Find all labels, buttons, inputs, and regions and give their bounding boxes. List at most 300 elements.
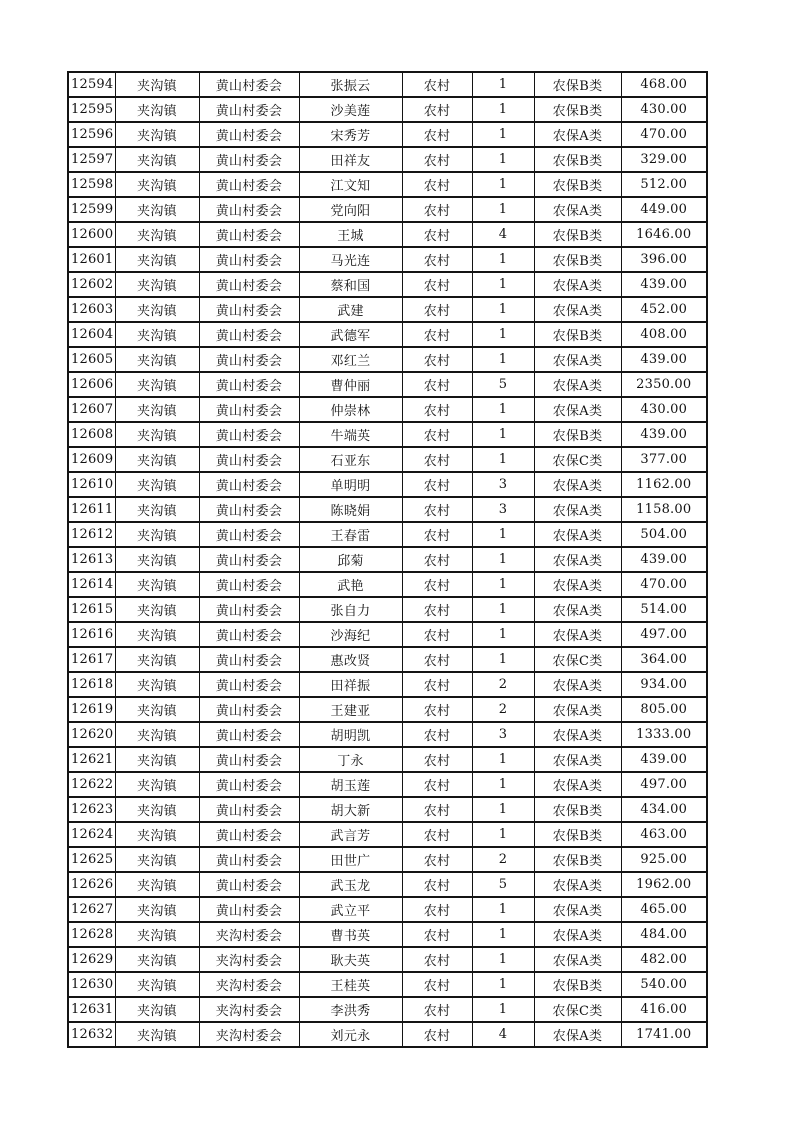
cell-person-count: 1 (472, 97, 534, 122)
cell-insurance-category: 农保A类 (534, 922, 621, 947)
cell-amount: 463.00 (621, 822, 707, 847)
cell-person-count: 1 (472, 772, 534, 797)
cell-person-name: 田祥振 (299, 672, 402, 697)
cell-amount: 934.00 (621, 672, 707, 697)
cell-village-committee: 黄山村委会 (199, 347, 299, 372)
cell-residence-type: 农村 (402, 897, 472, 922)
cell-town: 夹沟镇 (115, 572, 199, 597)
beneficiary-table (67, 71, 708, 1048)
cell-residence-type: 农村 (402, 197, 472, 222)
cell-person-count: 1 (472, 972, 534, 997)
cell-village-committee: 黄山村委会 (199, 472, 299, 497)
cell-insurance-category: 农保A类 (534, 397, 621, 422)
cell-person-name: 李洪秀 (299, 997, 402, 1022)
cell-residence-type: 农村 (402, 997, 472, 1022)
cell-village-committee: 黄山村委会 (199, 722, 299, 747)
cell-amount: 2350.00 (621, 372, 707, 397)
table-body (68, 72, 707, 1047)
cell-person-count: 1 (472, 897, 534, 922)
cell-town: 夹沟镇 (115, 522, 199, 547)
cell-residence-type: 农村 (402, 672, 472, 697)
cell-person-name: 仲崇林 (299, 397, 402, 422)
cell-person-count: 1 (472, 822, 534, 847)
cell-insurance-category: 农保A类 (534, 772, 621, 797)
cell-serial-number: 12610 (68, 472, 115, 497)
cell-town: 夹沟镇 (115, 222, 199, 247)
cell-town: 夹沟镇 (115, 772, 199, 797)
table-row (68, 97, 707, 122)
cell-amount: 452.00 (621, 297, 707, 322)
cell-serial-number: 12594 (68, 72, 115, 97)
cell-village-committee: 黄山村委会 (199, 97, 299, 122)
cell-village-committee: 黄山村委会 (199, 422, 299, 447)
cell-insurance-category: 农保A类 (534, 947, 621, 972)
cell-village-committee: 黄山村委会 (199, 597, 299, 622)
cell-person-name: 张自力 (299, 597, 402, 622)
table-row (68, 897, 707, 922)
cell-person-name: 胡明凯 (299, 722, 402, 747)
cell-person-name: 沙美莲 (299, 97, 402, 122)
cell-residence-type: 农村 (402, 822, 472, 847)
cell-village-committee: 黄山村委会 (199, 322, 299, 347)
cell-town: 夹沟镇 (115, 972, 199, 997)
cell-village-committee: 黄山村委会 (199, 197, 299, 222)
cell-amount: 396.00 (621, 247, 707, 272)
cell-insurance-category: 农保A类 (534, 747, 621, 772)
cell-town: 夹沟镇 (115, 797, 199, 822)
cell-person-name: 沙海纪 (299, 622, 402, 647)
table-row (68, 847, 707, 872)
table-row (68, 622, 707, 647)
cell-amount: 540.00 (621, 972, 707, 997)
cell-person-count: 1 (472, 397, 534, 422)
table-row (68, 222, 707, 247)
cell-person-count: 1 (472, 547, 534, 572)
table-row (68, 822, 707, 847)
cell-town: 夹沟镇 (115, 497, 199, 522)
cell-village-committee: 黄山村委会 (199, 247, 299, 272)
cell-person-name: 陈晓娟 (299, 497, 402, 522)
cell-village-committee: 黄山村委会 (199, 397, 299, 422)
cell-serial-number: 12595 (68, 97, 115, 122)
cell-town: 夹沟镇 (115, 122, 199, 147)
table-row (68, 472, 707, 497)
cell-person-count: 3 (472, 722, 534, 747)
cell-residence-type: 农村 (402, 647, 472, 672)
cell-serial-number: 12630 (68, 972, 115, 997)
cell-person-count: 1 (472, 147, 534, 172)
cell-serial-number: 12619 (68, 697, 115, 722)
cell-residence-type: 农村 (402, 422, 472, 447)
cell-amount: 416.00 (621, 997, 707, 1022)
cell-insurance-category: 农保B类 (534, 247, 621, 272)
cell-residence-type: 农村 (402, 297, 472, 322)
cell-serial-number: 12631 (68, 997, 115, 1022)
cell-residence-type: 农村 (402, 1022, 472, 1047)
cell-insurance-category: 农保B类 (534, 797, 621, 822)
cell-insurance-category: 农保A类 (534, 572, 621, 597)
cell-amount: 484.00 (621, 922, 707, 947)
cell-serial-number: 12605 (68, 347, 115, 372)
cell-insurance-category: 农保A类 (534, 272, 621, 297)
cell-person-count: 1 (472, 447, 534, 472)
cell-village-committee: 夹沟村委会 (199, 972, 299, 997)
cell-residence-type: 农村 (402, 722, 472, 747)
cell-person-count: 1 (472, 622, 534, 647)
cell-residence-type: 农村 (402, 97, 472, 122)
cell-town: 夹沟镇 (115, 722, 199, 747)
cell-serial-number: 12625 (68, 847, 115, 872)
table-row (68, 172, 707, 197)
cell-person-count: 1 (472, 522, 534, 547)
cell-village-committee: 黄山村委会 (199, 872, 299, 897)
cell-amount: 925.00 (621, 847, 707, 872)
cell-person-count: 1 (472, 72, 534, 97)
cell-person-count: 1 (472, 297, 534, 322)
cell-village-committee: 黄山村委会 (199, 822, 299, 847)
cell-insurance-category: 农保A类 (534, 697, 621, 722)
cell-serial-number: 12611 (68, 497, 115, 522)
cell-serial-number: 12624 (68, 822, 115, 847)
cell-person-count: 4 (472, 1022, 534, 1047)
cell-amount: 1962.00 (621, 872, 707, 897)
cell-amount: 408.00 (621, 322, 707, 347)
table-row (68, 497, 707, 522)
cell-insurance-category: 农保B类 (534, 147, 621, 172)
cell-person-name: 邱菊 (299, 547, 402, 572)
cell-person-name: 胡玉莲 (299, 772, 402, 797)
cell-person-name: 蔡和国 (299, 272, 402, 297)
cell-serial-number: 12609 (68, 447, 115, 472)
cell-insurance-category: 农保B类 (534, 972, 621, 997)
cell-residence-type: 农村 (402, 622, 472, 647)
cell-amount: 468.00 (621, 72, 707, 97)
table-row (68, 522, 707, 547)
cell-person-name: 宋秀芳 (299, 122, 402, 147)
cell-village-committee: 黄山村委会 (199, 272, 299, 297)
cell-amount: 377.00 (621, 447, 707, 472)
cell-village-committee: 黄山村委会 (199, 547, 299, 572)
table-row (68, 347, 707, 372)
cell-amount: 434.00 (621, 797, 707, 822)
table-row (68, 197, 707, 222)
cell-village-committee: 黄山村委会 (199, 122, 299, 147)
cell-insurance-category: 农保A类 (534, 622, 621, 647)
cell-insurance-category: 农保A类 (534, 347, 621, 372)
table-row (68, 747, 707, 772)
cell-residence-type: 农村 (402, 372, 472, 397)
cell-serial-number: 12615 (68, 597, 115, 622)
table-row (68, 72, 707, 97)
table-row (68, 272, 707, 297)
cell-amount: 497.00 (621, 772, 707, 797)
cell-town: 夹沟镇 (115, 697, 199, 722)
cell-residence-type: 农村 (402, 922, 472, 947)
cell-residence-type: 农村 (402, 222, 472, 247)
cell-person-name: 武艳 (299, 572, 402, 597)
cell-person-count: 1 (472, 172, 534, 197)
cell-person-count: 1 (472, 322, 534, 347)
cell-town: 夹沟镇 (115, 922, 199, 947)
cell-town: 夹沟镇 (115, 847, 199, 872)
cell-amount: 430.00 (621, 397, 707, 422)
cell-person-name: 曹书英 (299, 922, 402, 947)
cell-person-name: 石亚东 (299, 447, 402, 472)
cell-residence-type: 农村 (402, 247, 472, 272)
cell-insurance-category: 农保A类 (534, 547, 621, 572)
cell-person-count: 1 (472, 997, 534, 1022)
cell-person-name: 耿夫英 (299, 947, 402, 972)
cell-person-name: 武立平 (299, 897, 402, 922)
cell-insurance-category: 农保C类 (534, 447, 621, 472)
cell-serial-number: 12617 (68, 647, 115, 672)
table-row (68, 997, 707, 1022)
cell-serial-number: 12632 (68, 1022, 115, 1047)
cell-amount: 514.00 (621, 597, 707, 622)
cell-amount: 470.00 (621, 572, 707, 597)
cell-person-name: 武建 (299, 297, 402, 322)
cell-serial-number: 12627 (68, 897, 115, 922)
cell-village-committee: 黄山村委会 (199, 497, 299, 522)
cell-person-name: 惠改贤 (299, 647, 402, 672)
cell-village-committee: 黄山村委会 (199, 72, 299, 97)
cell-town: 夹沟镇 (115, 397, 199, 422)
table-row (68, 572, 707, 597)
cell-town: 夹沟镇 (115, 872, 199, 897)
cell-village-committee: 黄山村委会 (199, 647, 299, 672)
cell-residence-type: 农村 (402, 572, 472, 597)
cell-residence-type: 农村 (402, 847, 472, 872)
cell-serial-number: 12604 (68, 322, 115, 347)
cell-person-name: 牛端英 (299, 422, 402, 447)
cell-village-committee: 黄山村委会 (199, 222, 299, 247)
cell-person-count: 5 (472, 372, 534, 397)
cell-person-name: 邓红兰 (299, 347, 402, 372)
cell-serial-number: 12618 (68, 672, 115, 697)
cell-residence-type: 农村 (402, 72, 472, 97)
table-row (68, 147, 707, 172)
cell-person-name: 江文知 (299, 172, 402, 197)
cell-person-count: 2 (472, 672, 534, 697)
cell-person-name: 王城 (299, 222, 402, 247)
cell-village-committee: 黄山村委会 (199, 897, 299, 922)
cell-residence-type: 农村 (402, 747, 472, 772)
cell-town: 夹沟镇 (115, 197, 199, 222)
table-row (68, 372, 707, 397)
cell-residence-type: 农村 (402, 147, 472, 172)
cell-town: 夹沟镇 (115, 72, 199, 97)
cell-amount: 504.00 (621, 522, 707, 547)
cell-insurance-category: 农保A类 (534, 1022, 621, 1047)
cell-residence-type: 农村 (402, 697, 472, 722)
cell-person-count: 3 (472, 497, 534, 522)
cell-person-count: 4 (472, 222, 534, 247)
cell-person-name: 丁永 (299, 747, 402, 772)
cell-residence-type: 农村 (402, 272, 472, 297)
cell-amount: 1741.00 (621, 1022, 707, 1047)
cell-town: 夹沟镇 (115, 747, 199, 772)
cell-residence-type: 农村 (402, 597, 472, 622)
cell-amount: 1162.00 (621, 472, 707, 497)
cell-serial-number: 12614 (68, 572, 115, 597)
cell-town: 夹沟镇 (115, 372, 199, 397)
cell-insurance-category: 农保C类 (534, 647, 621, 672)
cell-town: 夹沟镇 (115, 597, 199, 622)
cell-insurance-category: 农保A类 (534, 497, 621, 522)
cell-insurance-category: 农保B类 (534, 222, 621, 247)
cell-serial-number: 12629 (68, 947, 115, 972)
table-row (68, 422, 707, 447)
cell-person-count: 1 (472, 197, 534, 222)
cell-person-count: 1 (472, 647, 534, 672)
table-row (68, 722, 707, 747)
table-row (68, 797, 707, 822)
cell-residence-type: 农村 (402, 447, 472, 472)
cell-town: 夹沟镇 (115, 897, 199, 922)
cell-town: 夹沟镇 (115, 547, 199, 572)
cell-person-name: 党向阳 (299, 197, 402, 222)
cell-serial-number: 12599 (68, 197, 115, 222)
cell-insurance-category: 农保B类 (534, 72, 621, 97)
cell-residence-type: 农村 (402, 472, 472, 497)
cell-person-count: 1 (472, 922, 534, 947)
cell-village-committee: 黄山村委会 (199, 572, 299, 597)
cell-residence-type: 农村 (402, 347, 472, 372)
cell-amount: 805.00 (621, 697, 707, 722)
table-row (68, 547, 707, 572)
cell-person-name: 马光连 (299, 247, 402, 272)
cell-person-name: 刘元永 (299, 1022, 402, 1047)
cell-person-name: 武言芳 (299, 822, 402, 847)
cell-serial-number: 12628 (68, 922, 115, 947)
table-row (68, 297, 707, 322)
cell-village-committee: 黄山村委会 (199, 522, 299, 547)
cell-amount: 439.00 (621, 422, 707, 447)
cell-village-committee: 黄山村委会 (199, 847, 299, 872)
cell-serial-number: 12612 (68, 522, 115, 547)
cell-town: 夹沟镇 (115, 472, 199, 497)
cell-village-committee: 黄山村委会 (199, 797, 299, 822)
cell-village-committee: 黄山村委会 (199, 772, 299, 797)
cell-town: 夹沟镇 (115, 172, 199, 197)
cell-person-count: 2 (472, 847, 534, 872)
table-row (68, 397, 707, 422)
cell-amount: 430.00 (621, 97, 707, 122)
cell-person-count: 1 (472, 572, 534, 597)
cell-serial-number: 12608 (68, 422, 115, 447)
cell-person-count: 5 (472, 872, 534, 897)
cell-village-committee: 夹沟村委会 (199, 947, 299, 972)
cell-residence-type: 农村 (402, 322, 472, 347)
cell-serial-number: 12597 (68, 147, 115, 172)
cell-serial-number: 12621 (68, 747, 115, 772)
cell-insurance-category: 农保B类 (534, 822, 621, 847)
cell-amount: 449.00 (621, 197, 707, 222)
cell-serial-number: 12616 (68, 622, 115, 647)
cell-person-count: 1 (472, 597, 534, 622)
cell-town: 夹沟镇 (115, 97, 199, 122)
cell-person-count: 1 (472, 747, 534, 772)
cell-insurance-category: 农保B类 (534, 97, 621, 122)
cell-village-committee: 黄山村委会 (199, 172, 299, 197)
cell-insurance-category: 农保A类 (534, 722, 621, 747)
cell-insurance-category: 农保A类 (534, 472, 621, 497)
cell-person-count: 1 (472, 272, 534, 297)
cell-insurance-category: 农保A类 (534, 872, 621, 897)
cell-village-committee: 黄山村委会 (199, 147, 299, 172)
cell-person-count: 1 (472, 347, 534, 372)
cell-town: 夹沟镇 (115, 272, 199, 297)
cell-insurance-category: 农保B类 (534, 422, 621, 447)
cell-town: 夹沟镇 (115, 347, 199, 372)
cell-serial-number: 12613 (68, 547, 115, 572)
table-row (68, 322, 707, 347)
cell-town: 夹沟镇 (115, 147, 199, 172)
cell-person-name: 王桂英 (299, 972, 402, 997)
cell-amount: 439.00 (621, 272, 707, 297)
cell-town: 夹沟镇 (115, 622, 199, 647)
cell-insurance-category: 农保A类 (534, 122, 621, 147)
cell-village-committee: 黄山村委会 (199, 297, 299, 322)
cell-village-committee: 黄山村委会 (199, 672, 299, 697)
cell-serial-number: 12603 (68, 297, 115, 322)
cell-insurance-category: 农保A类 (534, 597, 621, 622)
cell-person-name: 武玉龙 (299, 872, 402, 897)
cell-person-name: 王春雷 (299, 522, 402, 547)
table-row (68, 647, 707, 672)
cell-insurance-category: 农保B类 (534, 847, 621, 872)
cell-person-count: 1 (472, 797, 534, 822)
cell-serial-number: 12600 (68, 222, 115, 247)
cell-person-name: 单明明 (299, 472, 402, 497)
table-row (68, 697, 707, 722)
cell-residence-type: 农村 (402, 547, 472, 572)
table-row (68, 122, 707, 147)
cell-person-count: 3 (472, 472, 534, 497)
cell-amount: 482.00 (621, 947, 707, 972)
cell-town: 夹沟镇 (115, 822, 199, 847)
cell-village-committee: 黄山村委会 (199, 747, 299, 772)
cell-amount: 439.00 (621, 347, 707, 372)
table-row (68, 247, 707, 272)
cell-town: 夹沟镇 (115, 947, 199, 972)
cell-person-name: 田世广 (299, 847, 402, 872)
table-row (68, 972, 707, 997)
cell-person-name: 张振云 (299, 72, 402, 97)
cell-village-committee: 黄山村委会 (199, 697, 299, 722)
cell-town: 夹沟镇 (115, 672, 199, 697)
cell-person-name: 武德军 (299, 322, 402, 347)
cell-serial-number: 12598 (68, 172, 115, 197)
table-row (68, 447, 707, 472)
cell-residence-type: 农村 (402, 872, 472, 897)
cell-person-name: 胡大新 (299, 797, 402, 822)
table-row (68, 947, 707, 972)
cell-residence-type: 农村 (402, 947, 472, 972)
cell-amount: 512.00 (621, 172, 707, 197)
cell-town: 夹沟镇 (115, 297, 199, 322)
table-row (68, 922, 707, 947)
table-row (68, 672, 707, 697)
cell-serial-number: 12620 (68, 722, 115, 747)
cell-insurance-category: 农保A类 (534, 372, 621, 397)
cell-person-count: 2 (472, 697, 534, 722)
cell-amount: 439.00 (621, 747, 707, 772)
cell-person-count: 1 (472, 122, 534, 147)
cell-serial-number: 12606 (68, 372, 115, 397)
cell-serial-number: 12596 (68, 122, 115, 147)
cell-insurance-category: 农保B类 (534, 322, 621, 347)
